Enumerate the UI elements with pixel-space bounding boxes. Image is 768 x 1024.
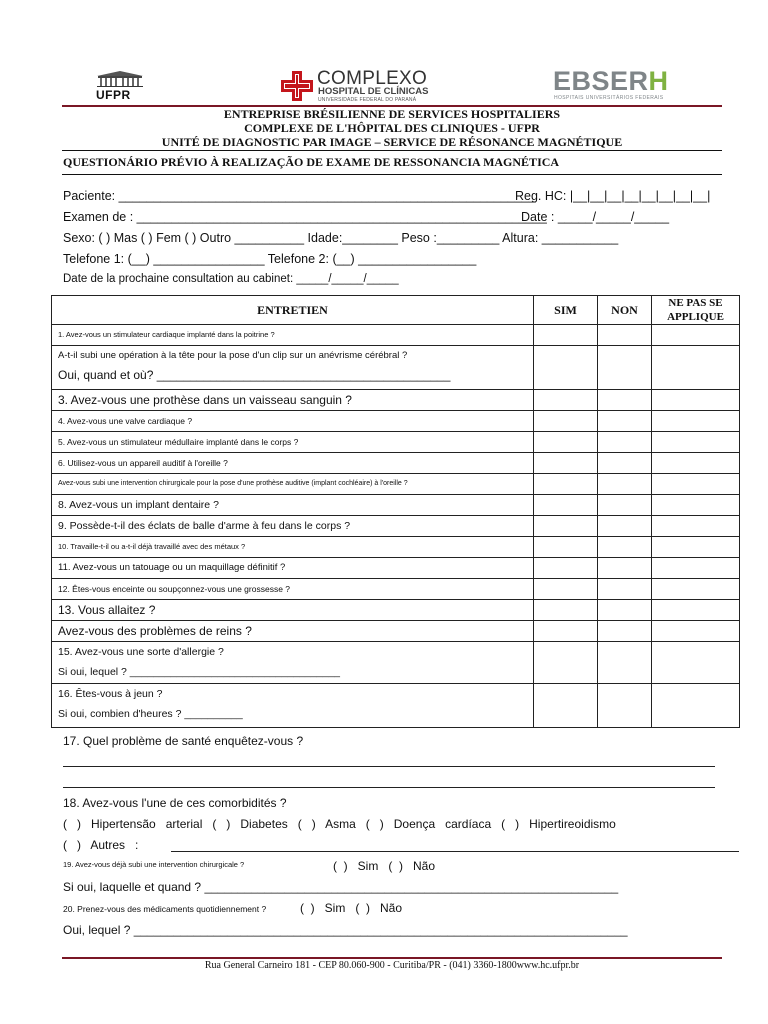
ebserh-subtitle: HOSPITAIS UNIVERSITÁRIOS FEDERAIS [554, 95, 664, 101]
question-5: 5. Avez-vous un stimulateur médullaire implanté dans le corps ? [58, 437, 299, 447]
question-2: A-t-il subi une opération à la tête pour la pose d'un clip sur un anévrisme cérébral ? [58, 350, 408, 361]
sim-cell[interactable] [534, 684, 598, 728]
question-4: 4. Avez-vous une valve cardiaque ? [58, 416, 193, 426]
table-row [52, 558, 740, 579]
sim-cell[interactable] [534, 411, 598, 432]
na-cell[interactable] [652, 642, 740, 684]
questionnaire-title: QUESTIONÁRIO PRÉVIO À REALIZAÇÃO DE EXAME DE RESSONANCIA MAGNÉTICA [63, 155, 560, 169]
title-divider [62, 174, 722, 175]
table-row [52, 579, 740, 600]
sim-cell[interactable] [534, 558, 598, 579]
footer-rule [62, 957, 722, 959]
non-cell[interactable] [598, 684, 652, 728]
na-cell[interactable] [652, 432, 740, 453]
unit-name: UNITÉ DE DIAGNOSTIC PAR IMAGE – SERVICE DE RÉSONANCE MAGNÉTIQUE [161, 135, 623, 149]
na-cell[interactable] [652, 621, 740, 642]
other-comorbidity-line[interactable] [171, 851, 739, 852]
sim-cell[interactable] [534, 516, 598, 537]
question-20-detail[interactable]: Oui, lequel ? __________________________________________________________________________ [63, 923, 628, 937]
non-cell[interactable] [598, 621, 652, 642]
non-header: NON [598, 296, 652, 325]
sim-cell[interactable] [534, 453, 598, 474]
question-1: 1. Avez-vous un stimulateur cardiaque implanté dans la poitrine ? [58, 330, 275, 339]
non-cell[interactable] [598, 558, 652, 579]
question-15: 15. Avez-vous une sorte d'allergie ? [58, 646, 224, 658]
table-row [52, 537, 740, 558]
other-comorbidity-label: ( ) Autres : [63, 838, 139, 852]
question-19-options[interactable]: ( ) Sim ( ) Não [333, 859, 436, 873]
question-19: 19. Avez-vous déjà subi une intervention chirurgicale ? [63, 860, 245, 869]
non-cell[interactable] [598, 390, 652, 411]
question-8: 8. Avez-vous un implant dentaire ? [58, 499, 219, 511]
question-12: 12. Êtes-vous enceinte ou soupçonnez-vous une grossesse ? [58, 584, 291, 594]
table-row [52, 432, 740, 453]
question-20-options[interactable]: ( ) Sim ( ) Não [300, 901, 403, 915]
question-16-detail[interactable]: Si oui, combien d'heures ? __________ [58, 708, 243, 720]
exam-field[interactable]: Examen de : ___________________________________________________________ [63, 210, 547, 224]
question-19-detail[interactable]: Si oui, laquelle et quand ? ______________________________________________________________ [63, 880, 619, 894]
answer-line-17a[interactable] [63, 766, 715, 767]
complexo-title: COMPLEXO [317, 68, 428, 89]
table-header-row [52, 296, 740, 325]
question-17: 17. Quel problème de santé enquêtez-vous ? [63, 734, 304, 748]
sim-cell[interactable] [534, 579, 598, 600]
patient-name-field[interactable]: Paciente: ____________________________________________________________ [63, 189, 536, 203]
sim-cell[interactable] [534, 346, 598, 390]
non-cell[interactable] [598, 516, 652, 537]
ufpr-wordmark: UFPR [96, 88, 131, 102]
non-cell[interactable] [598, 346, 652, 390]
na-cell[interactable] [652, 558, 740, 579]
table-row [52, 325, 740, 346]
na-cell[interactable] [652, 346, 740, 390]
ufpr-building-icon [95, 71, 145, 87]
sim-cell[interactable] [534, 621, 598, 642]
answer-line-17b[interactable] [63, 787, 715, 788]
non-cell[interactable] [598, 600, 652, 621]
na-cell[interactable] [652, 600, 740, 621]
table-row [52, 411, 740, 432]
question-16: 16. Êtes-vous à jeun ? [58, 688, 163, 700]
question-11: 11. Avez-vous un tatouage ou un maquillage définitif ? [58, 562, 286, 573]
non-cell[interactable] [598, 474, 652, 495]
non-cell[interactable] [598, 325, 652, 346]
table-row [52, 516, 740, 537]
na-cell[interactable] [652, 537, 740, 558]
question-6: 6. Utilisez-vous un appareil auditif à l'oreille ? [58, 458, 228, 468]
interview-table [51, 295, 740, 728]
question-3: 3. Avez-vous une prothèse dans un vaisseau sanguin ? [58, 393, 352, 407]
entretien-header: ENTRETIEN [52, 296, 534, 325]
sim-cell[interactable] [534, 390, 598, 411]
sim-cell[interactable] [534, 600, 598, 621]
not-applicable-header: NE PAS SE APPLIQUE [652, 296, 740, 325]
question-15-detail[interactable]: Si oui, lequel ? ____________________________________ [58, 666, 341, 678]
table-row [52, 346, 740, 390]
question-10: 10. Travaille-t-il ou a-t-il déjà travaillé avec des métaux ? [58, 542, 246, 551]
header-divider [62, 150, 722, 151]
institution-name: ENTREPRISE BRÉSILIENNE DE SERVICES HOSPITALIERS [223, 107, 561, 121]
table-row [52, 600, 740, 621]
na-cell[interactable] [652, 325, 740, 346]
sim-cell[interactable] [534, 432, 598, 453]
non-cell[interactable] [598, 432, 652, 453]
table-row [52, 642, 740, 684]
comorbidity-options[interactable]: ( ) Hipertensão arterial ( ) Diabetes ( ) Asma ( ) Doença cardíaca ( ) Hipertireoidismo [63, 817, 616, 831]
sex-age-weight-height-row[interactable]: Sexo: ( ) Mas ( ) Fem ( ) Outro __________ Idade:________ Peso :_________ Altura: ___________ [63, 231, 619, 245]
non-cell[interactable] [598, 579, 652, 600]
question-20: 20. Prenez-vous des médicaments quotidiennement ? [63, 904, 267, 914]
na-cell[interactable] [652, 579, 740, 600]
non-cell[interactable] [598, 495, 652, 516]
date-field[interactable]: Date : _____/_____/_____ [521, 210, 670, 224]
ufpr-logo [92, 70, 148, 102]
hospital-name: COMPLEXE DE L'HÔPITAL DES CLINIQUES - UFPR [244, 121, 540, 135]
question-9: 9. Possède-t-il des éclats de balle d'arme à feu dans le corps ? [58, 520, 351, 532]
table-row [52, 495, 740, 516]
non-cell[interactable] [598, 537, 652, 558]
table-row [52, 684, 740, 728]
na-cell[interactable] [652, 411, 740, 432]
table-row [52, 453, 740, 474]
footer-address: Rua General Carneiro 181 - CEP 80.060-900 - Curitiba/PR - (041) 3360-1800www.hc.ufpr.br [204, 960, 580, 971]
na-cell[interactable] [652, 684, 740, 728]
question-18: 18. Avez-vous l'une de ces comorbidités ? [63, 796, 287, 810]
na-cell[interactable] [652, 453, 740, 474]
question-7: Avez-vous subi une intervention chirurgicale pour la pose d'une prothèse auditive (implant cochléaire) à l'oreille ? [58, 480, 408, 487]
na-cell[interactable] [652, 516, 740, 537]
next-appointment-field[interactable]: Date de la prochaine consultation au cabinet: _____/_____/_____ [63, 273, 399, 285]
table-row [52, 474, 740, 495]
na-cell[interactable] [652, 474, 740, 495]
sim-cell[interactable] [534, 325, 598, 346]
non-cell[interactable] [598, 411, 652, 432]
complexo-subtitle: HOSPITAL DE CLÍNICAS [318, 86, 429, 97]
sim-cell[interactable] [534, 495, 598, 516]
ebserh-logo [553, 68, 688, 102]
non-cell[interactable] [598, 642, 652, 684]
red-cross-icon [281, 71, 313, 101]
sim-header: SIM [534, 296, 598, 325]
non-cell[interactable] [598, 453, 652, 474]
table-row [52, 621, 740, 642]
ebserh-wordmark: EBSERH [553, 66, 669, 96]
na-cell[interactable] [652, 390, 740, 411]
question-13: 13. Vous allaitez ? [58, 603, 156, 617]
complexo-university: UNIVERSIDADE FEDERAL DO PARANÁ [318, 97, 417, 103]
question-14: Avez-vous des problèmes de reins ? [58, 624, 252, 638]
na-cell[interactable] [652, 495, 740, 516]
hc-register-field[interactable]: Reg. HC: |__|__|__|__|__|__|__|__| [515, 189, 711, 203]
complexo-hc-logo [281, 68, 431, 104]
sim-cell[interactable] [534, 474, 598, 495]
question-2-detail[interactable]: Oui, quand et où? ____________________________________________ [58, 368, 451, 382]
sim-cell[interactable] [534, 537, 598, 558]
sim-cell[interactable] [534, 642, 598, 684]
table-row [52, 390, 740, 411]
phone-row[interactable]: Telefone 1: (__) ________________ Telefone 2: (__) _________________ [63, 252, 477, 266]
